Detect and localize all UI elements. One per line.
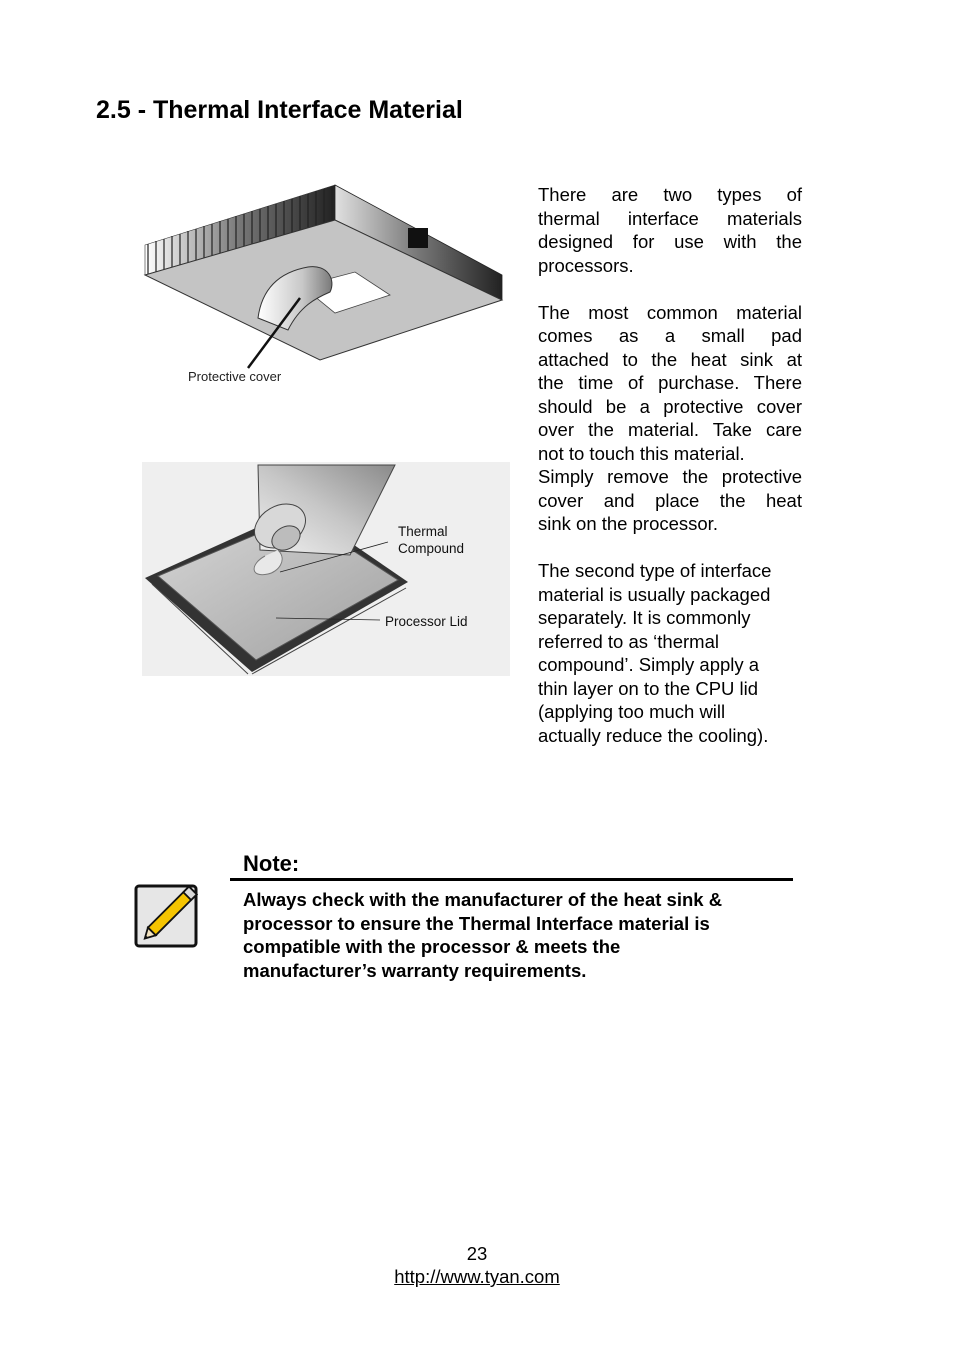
note-title: Note: <box>243 851 300 876</box>
body-line: should be a protective cover <box>538 395 802 417</box>
page-number: 23 <box>466 1243 488 1264</box>
body-line: cover and place the heat <box>538 489 802 511</box>
note-line: processor to ensure the Thermal Interface material is <box>243 912 710 934</box>
section-heading: 2.5 - Thermal Interface Material <box>96 96 463 124</box>
body-line: processors. <box>538 254 634 276</box>
processor-lid-label: Processor Lid <box>385 614 468 629</box>
body-line: referred to as ‘thermal <box>538 630 719 652</box>
note-divider <box>230 878 793 881</box>
note-line: compatible with the processor & meets the <box>243 936 621 957</box>
body-line: not to touch this material. <box>538 442 745 464</box>
body-line: The second type of interface <box>538 560 772 581</box>
footer-url-link[interactable]: http://www.tyan.com <box>394 1266 560 1287</box>
compound-label: Compound <box>398 541 465 556</box>
body-line: compound’. Simply apply a <box>538 654 760 675</box>
note-line: manufacturer’s warranty requirements. <box>243 959 587 981</box>
protective-cover-label: Protective cover <box>188 369 282 384</box>
body-line: designed for use with the <box>538 231 802 252</box>
note-line: Always check with the manufacturer of the heat sink & <box>243 889 723 910</box>
body-line: The most common material <box>538 301 802 323</box>
body-line: thermal interface materials <box>538 207 802 229</box>
pencil-note-icon <box>132 876 212 952</box>
body-line: attached to the heat sink at <box>538 348 802 370</box>
body-line: thin layer on to the CPU lid <box>538 677 759 699</box>
processor-illustration <box>140 460 512 680</box>
thermal-label: Thermal <box>398 524 448 539</box>
heatsink-illustration <box>140 180 512 395</box>
body-line: over the material. Take care <box>538 419 802 440</box>
body-line: Simply remove the protective <box>538 466 802 487</box>
body-line: sink on the processor. <box>538 513 718 534</box>
body-text <box>538 183 802 747</box>
body-line: separately. It is commonly <box>538 607 751 628</box>
body-line: (applying too much will <box>538 701 726 722</box>
body-line: There are two types of <box>538 184 802 205</box>
note-text <box>243 888 803 982</box>
body-line: material is usually packaged <box>538 583 771 605</box>
body-line: actually reduce the cooling). <box>538 724 769 746</box>
body-line: comes as a small pad <box>538 325 802 346</box>
body-line: the time of purchase. There <box>538 372 802 393</box>
